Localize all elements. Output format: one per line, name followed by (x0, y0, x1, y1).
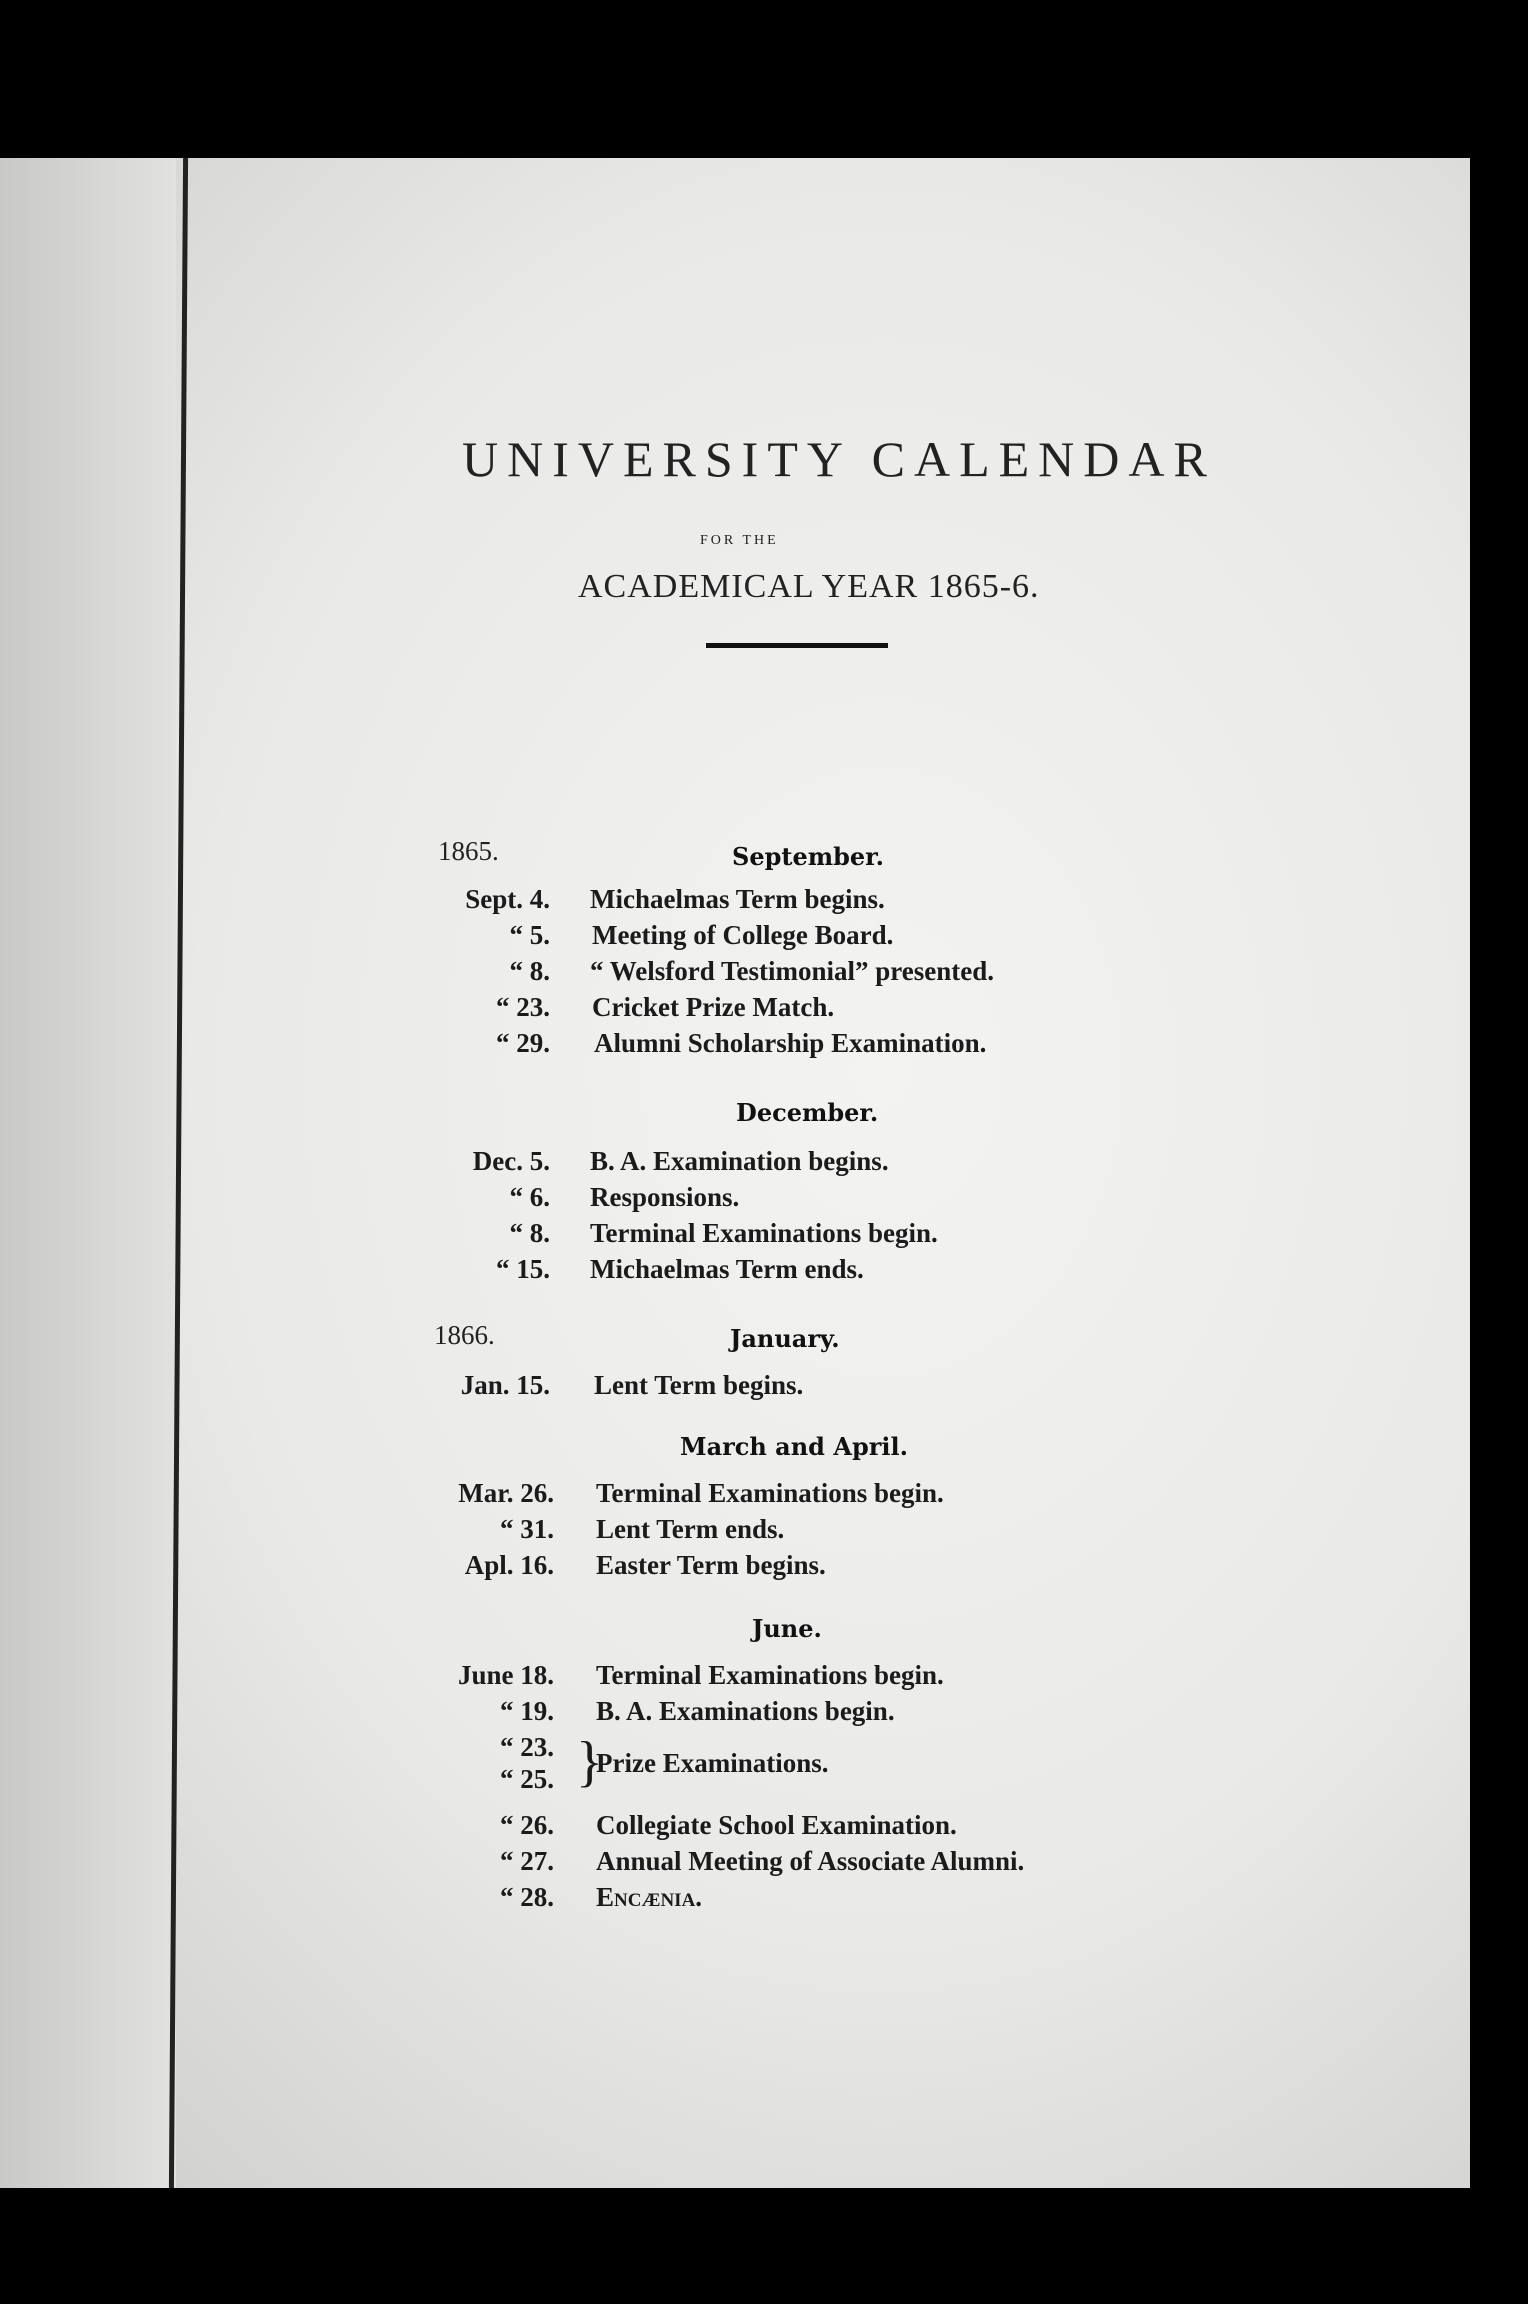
entry-event: Responsions. (590, 1182, 740, 1212)
entry-event: Terminal Examinations begin. (590, 1218, 938, 1248)
entry-date: “ 15. (496, 1254, 550, 1284)
entry-event: Michaelmas Term begins. (590, 884, 885, 914)
entry-date: “ 23. (496, 992, 550, 1022)
entry-event: Meeting of College Board. (592, 920, 894, 950)
left-page-edge (0, 158, 176, 2188)
entry-date: Dec. 5. (472, 1146, 550, 1176)
entry-date: June 18. (457, 1660, 554, 1690)
title-rule (706, 643, 888, 648)
entry-event: Encænia. (596, 1882, 703, 1912)
entry-date: “ 5. (509, 920, 550, 950)
entry-date: “ 19. (500, 1696, 554, 1726)
entry-event: Terminal Examinations begin. (596, 1478, 944, 1508)
year-label: 1865. (438, 836, 499, 866)
entry-event: Annual Meeting of Associate Alumni. (596, 1846, 1025, 1876)
year-label: 1866. (434, 1320, 495, 1350)
entry-event: Lent Term ends. (596, 1514, 785, 1544)
entry-date: “ 23. (500, 1732, 554, 1762)
entry-date: “ 26. (500, 1810, 554, 1840)
entry-event: “ Welsford Testimonial” presented. (590, 956, 995, 986)
entry-date: Jan. 15. (460, 1370, 550, 1400)
entry-event: Cricket Prize Match. (592, 992, 835, 1022)
entry-date: “ 8. (509, 1218, 550, 1248)
entry-date: “ 29. (496, 1028, 550, 1058)
entry-event: Prize Examinations. (596, 1748, 829, 1778)
month-heading-june: June. (752, 1614, 822, 1643)
entry-date: Apl. 16. (464, 1550, 554, 1580)
month-heading-september: September. (732, 842, 884, 871)
entry-date: “ 6. (509, 1182, 550, 1212)
entry-event: Michaelmas Term ends. (590, 1254, 864, 1284)
entry-date: Mar. 26. (458, 1478, 554, 1508)
entry-event: Easter Term begins. (596, 1550, 826, 1580)
entry-event: B. A. Examination begins. (590, 1146, 889, 1176)
for-the-label: FOR THE (700, 533, 779, 548)
entry-date: “ 31. (500, 1514, 554, 1544)
document-title: UNIVERSITY CALENDAR (462, 431, 1216, 487)
entry-event: Alumni Scholarship Examination. (594, 1028, 987, 1058)
entry-date: “ 25. (500, 1764, 554, 1794)
entry-event: B. A. Examinations begin. (596, 1696, 895, 1726)
month-heading-january: January. (730, 1324, 840, 1353)
document-subtitle: ACADEMICAL YEAR 1865-6. (578, 568, 1040, 605)
entry-event: Collegiate School Examination. (596, 1810, 957, 1840)
entry-date: “ 28. (500, 1882, 554, 1912)
entry-event: Terminal Examinations begin. (596, 1660, 944, 1690)
entry-date: “ 27. (500, 1846, 554, 1876)
entry-date: Sept. 4. (465, 884, 550, 914)
month-heading-march-april: March and April. (680, 1432, 908, 1461)
entry-date: “ 8. (509, 956, 550, 986)
grouping-brace: } (576, 1731, 603, 1793)
entry-event: Lent Term begins. (594, 1370, 804, 1400)
month-heading-december: December. (736, 1098, 879, 1127)
